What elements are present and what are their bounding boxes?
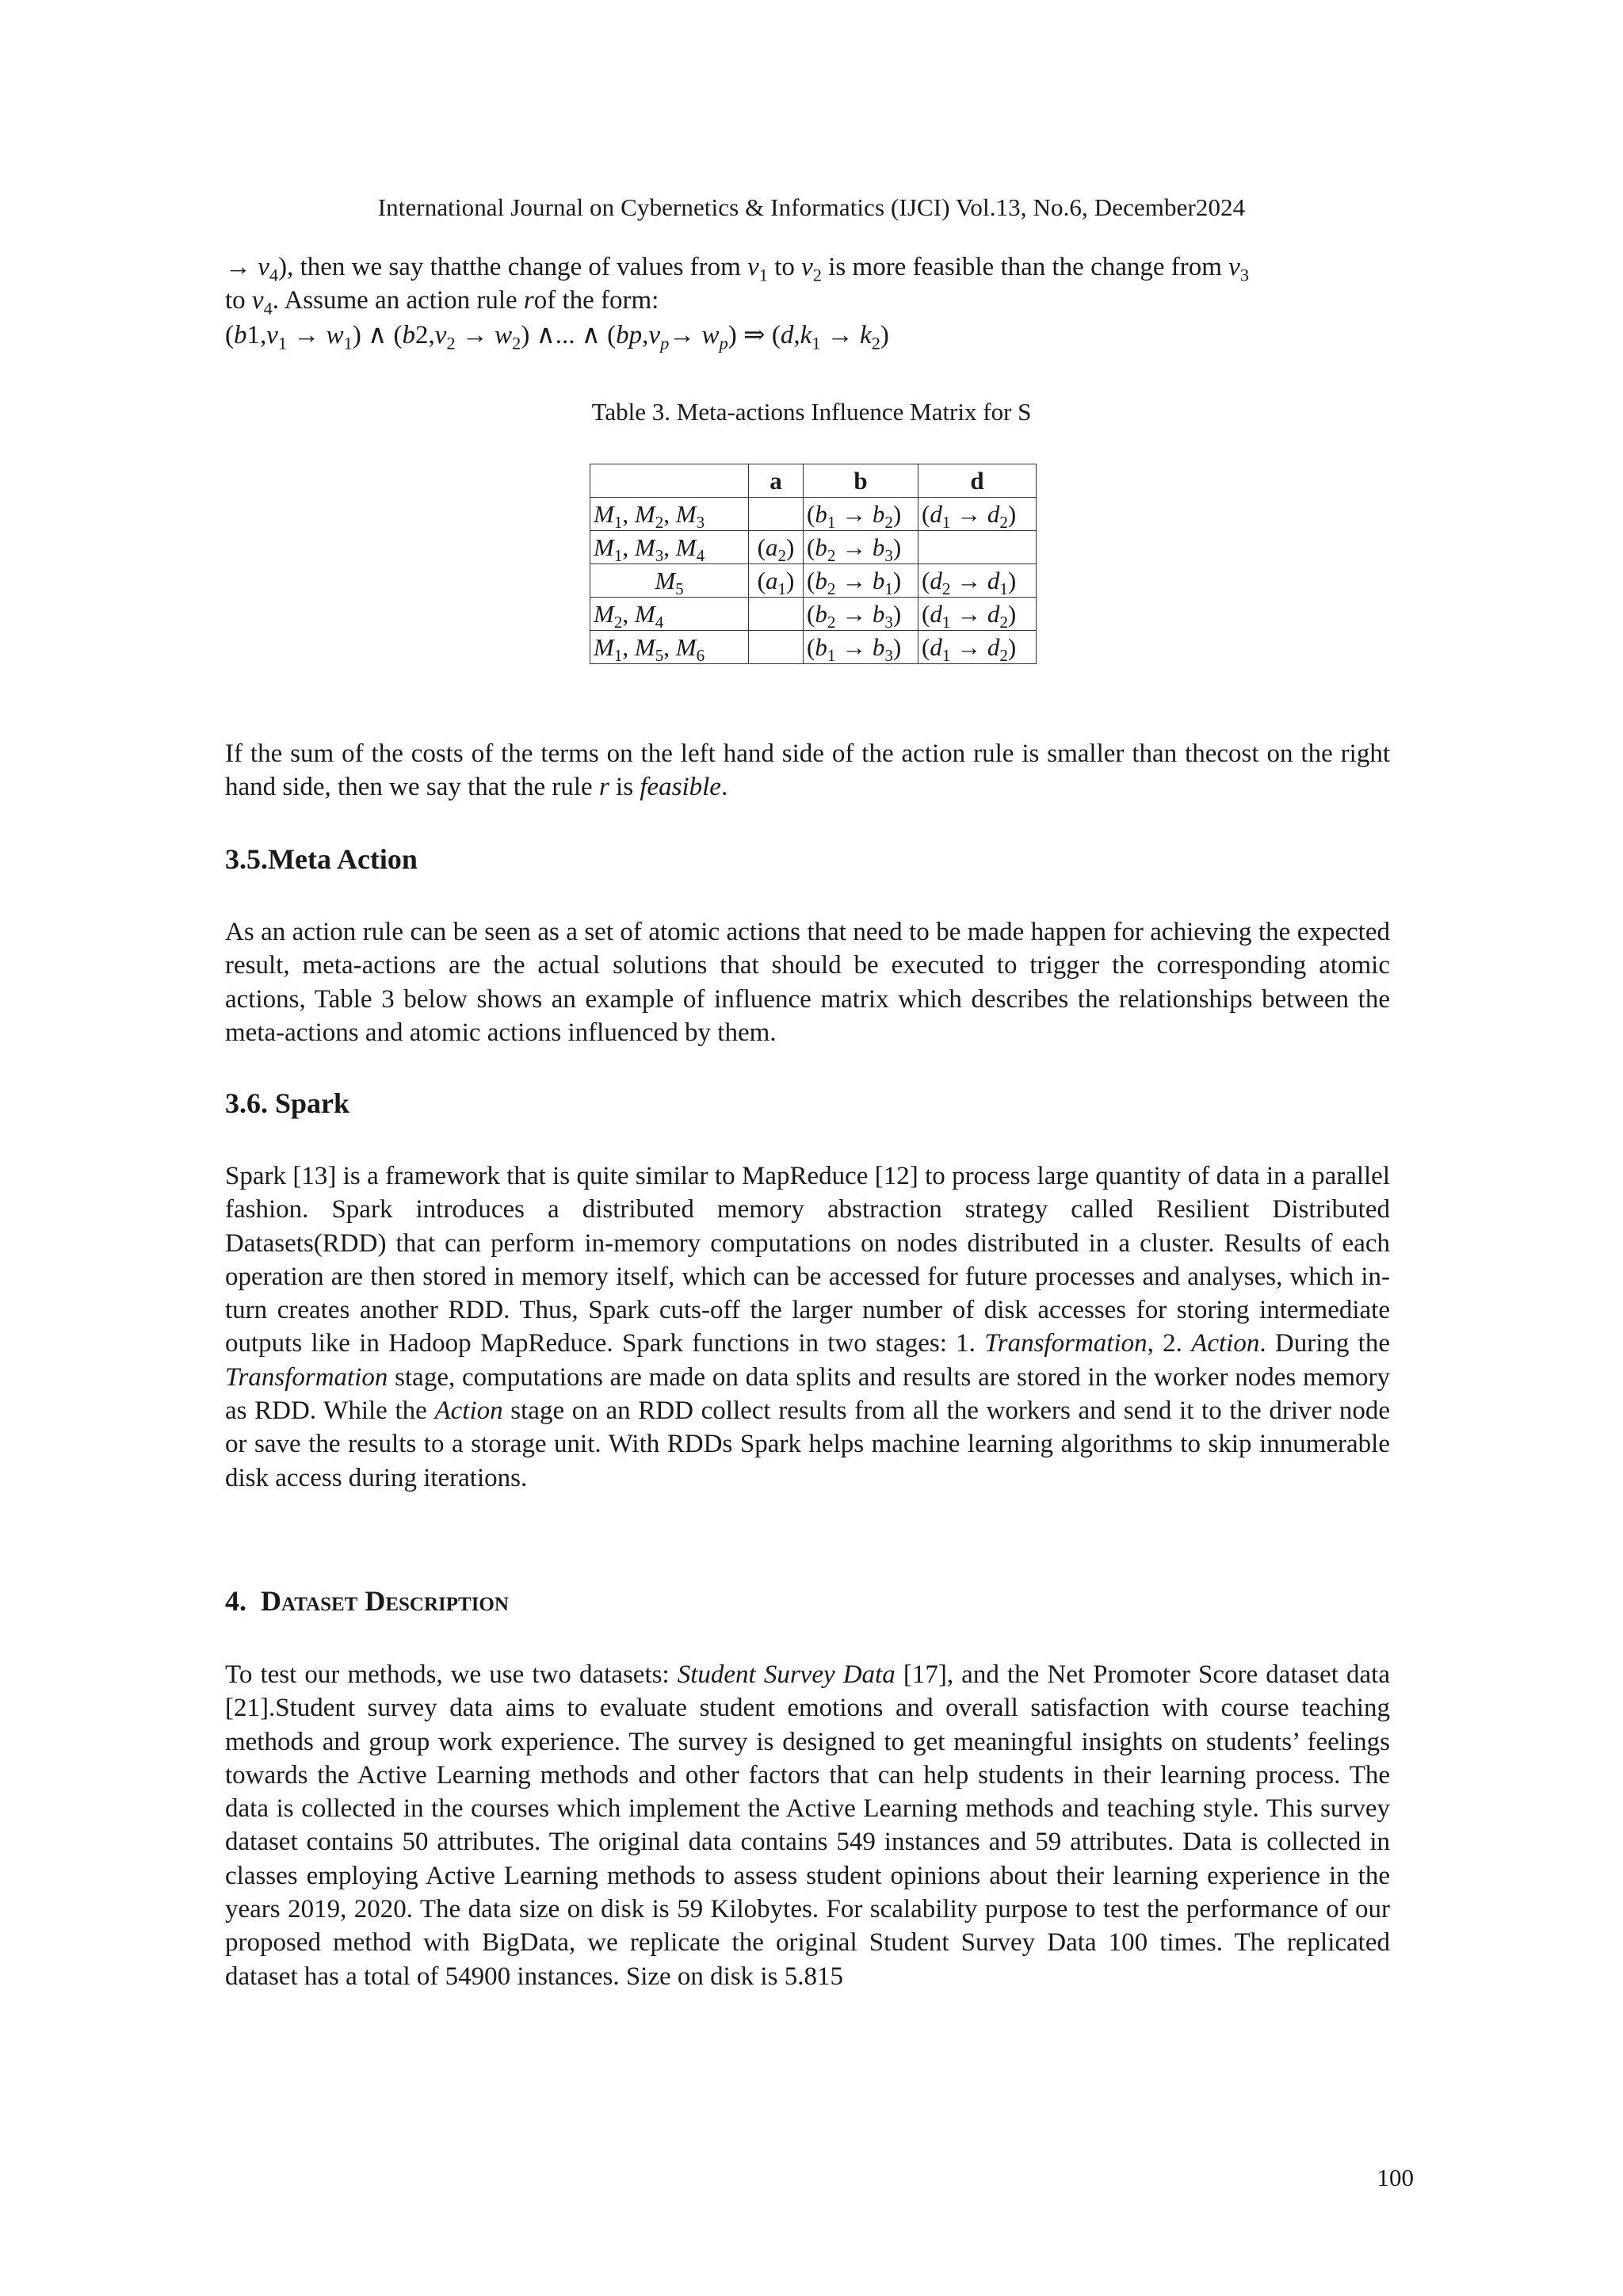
- action-rule-formula: $(b1,v_1 \to w_1)$ ∧ $(b2,v_2 \to w_2)$ ∧... ∧ $(bp,v_p\to w_p)$ ⇒ $(d,k_1 \to k_2)$: [225, 321, 889, 353]
- table-row: [590, 564, 1037, 598]
- header-cell: d: [918, 464, 1037, 498]
- table-cell: [749, 498, 804, 531]
- table-row: [590, 598, 1037, 631]
- table-cell: $M_5$: [590, 564, 749, 598]
- intro-line-1: → $v_4$), then we say thatthe change of values from $v_1$ to $v_2$ is more feasible than the change from $v_3$: [225, 253, 1250, 285]
- table-cell: $(d_2 \to d_1)$: [918, 564, 1037, 598]
- table-row: [590, 631, 1037, 664]
- table-cell: $(b_2 \to b_1)$: [804, 564, 918, 598]
- table-cell: $(a_1)$: [749, 564, 804, 598]
- table-row: [590, 531, 1037, 564]
- section-heading-spark: 3.6. Spark: [225, 1087, 350, 1119]
- table-cell: $(b_2 \to b_3)$: [804, 531, 918, 564]
- table-cell: $(b_1 \to b_2)$: [804, 498, 918, 531]
- header-cell: b: [804, 464, 918, 498]
- influence-matrix-table: [590, 464, 1037, 664]
- spark-paragraph: Spark [13] is a framework that is quite similar to MapReduce [12] to process large quantity of data in a parallel fashion. Spark introduces a distributed memory abstraction strategy called Resilient Distributed Datasets(RDD) that can perform in-memory computations on nodes distributed in a cluster. Results of each operation are then stored in memory itself, which can be accessed for future processes and analyses, which in-turn creates another RDD. Thus, Spark cuts-off the larger number of disk accesses for storing intermediate outputs like in Hadoop MapReduce. Spark functions in two stages: 1. Transformation, 2. Action. During the Transformation stage, computations are made on data splits and results are stored in the worker nodes memory as RDD. While the Action stage on an RDD collect results from all the workers and send it to the driver node or save the results to a storage unit. With RDDs Spark helps machine learning algorithms to skip innumerable disk access during iterations.: [225, 1162, 1390, 1492]
- table-cell: $(b_1 \to b_3)$: [804, 631, 918, 664]
- section-heading-meta-action: 3.5.Meta Action: [225, 843, 418, 875]
- table-cell: [749, 631, 804, 664]
- header-cell: a: [749, 464, 804, 498]
- table-cell: [918, 531, 1037, 564]
- intro-line-2: to $v_4$. Assume an action rule rof the form:: [225, 286, 659, 319]
- table-row: [590, 498, 1037, 531]
- table-cell: [749, 598, 804, 631]
- page-number: 100: [1377, 2164, 1414, 2191]
- meta-action-paragraph: As an action rule can be seen as a set of atomic actions that need to be made happen for achieving the expected result, meta-actions are the actual solutions that should be executed to trigger the corresponding atomic actions, Table 3 below shows an example of influence matrix which describes the relationships between the meta-actions and atomic actions influenced by them.: [225, 918, 1390, 1047]
- table-cell: $M_2$, $M_4$: [590, 598, 749, 631]
- section-heading-dataset: 4. Dataset Description: [225, 1585, 509, 1617]
- table-cell: $M_1$, $M_5$, $M_6$: [590, 631, 749, 664]
- running-header: International Journal on Cybernetics & Informatics (IJCI) Vol.13, No.6, December2024: [377, 193, 1246, 221]
- header-cell: [590, 464, 749, 498]
- dataset-paragraph: To test our methods, we use two datasets: Student Survey Data [17], and the Net Promoter Score dataset data [21].Student survey data aims to evaluate student emotions and overall satisfaction with course teaching methods and group work experience. The survey is designed to get meaningful insights on students’ feelings towards the Active Learning methods and other factors that can help students in their learning process. The data is collected in the courses which implement the Active Learning methods and teaching style. This survey dataset contains 50 attributes. The original data contains 549 instances and 59 attributes. Data is collected in classes employing Active Learning methods to assess student opinions about their learning experience in the years 2019, 2020. The data size on disk is 59 Kilobytes. For scalability purpose to test the performance of our proposed method with BigData, we replicate the original Student Survey Data 100 times. The replicated dataset has a total of 54900 instances. Size on disk is 5.815: [225, 1660, 1390, 1991]
- table-cell: $(d_1 \to d_2)$: [918, 498, 1037, 531]
- table-cell: $(d_1 \to d_2)$: [918, 631, 1037, 664]
- table-header-row: [590, 464, 1037, 498]
- table-cell: $M_1$, $M_3$, $M_4$: [590, 531, 749, 564]
- table-cell: $(a_2)$: [749, 531, 804, 564]
- table-cell: $(b_2 \to b_3)$: [804, 598, 918, 631]
- table-caption: Table 3. Meta-actions Influence Matrix for S: [591, 398, 1032, 426]
- table-cell: $(d_1 \to d_2)$: [918, 598, 1037, 631]
- feasibility-paragraph: If the sum of the costs of the terms on the left hand side of the action rule is smaller than thecost on the right hand side, then we say that the rule r is feasible.: [225, 739, 1390, 802]
- table-cell: $M_1$, $M_2$, $M_3$: [590, 498, 749, 531]
